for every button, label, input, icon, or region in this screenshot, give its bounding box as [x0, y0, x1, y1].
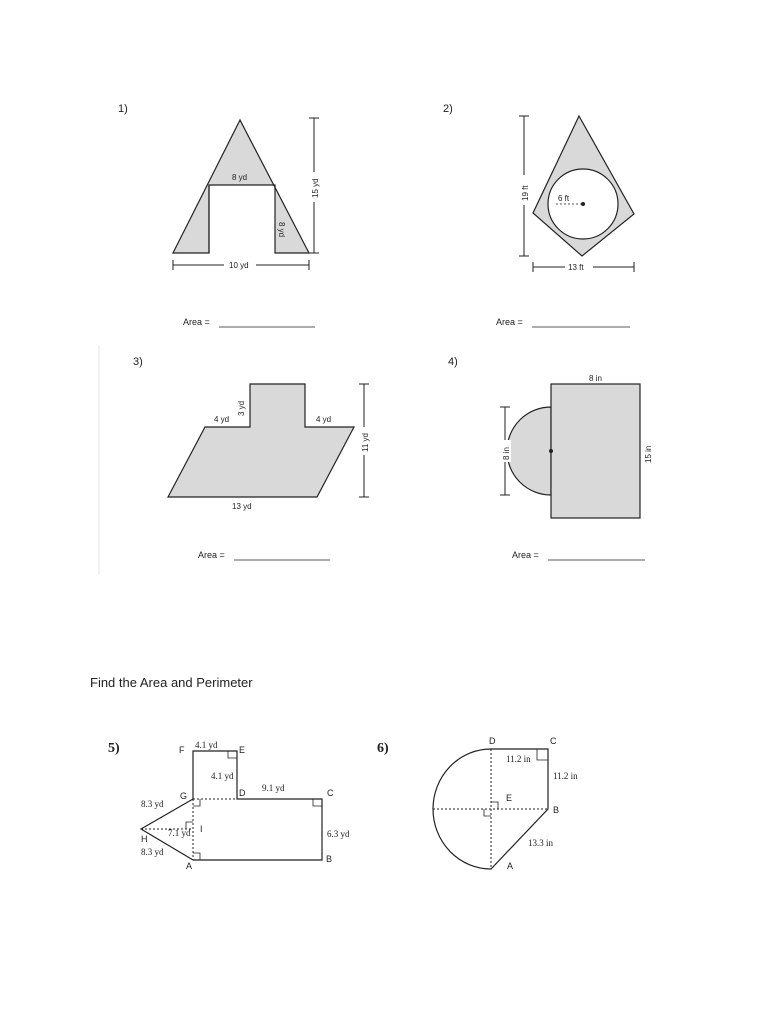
problem-1-number: 1): [118, 103, 128, 115]
problem-4-number: 4): [448, 356, 458, 368]
problem-5-vertex-h: H: [141, 834, 148, 844]
problem-4-rectangle: [551, 384, 640, 518]
problem-6-cb-label: 11.2 in: [553, 771, 578, 781]
problem-1-a-shape: [173, 120, 309, 253]
problem-6-vertex-a: A: [507, 861, 514, 871]
problem-6-vertex-b: B: [553, 805, 560, 815]
problem-3-shape: [168, 384, 354, 497]
problem-3: [133, 356, 370, 560]
section-heading: Find the Area and Perimeter: [90, 675, 253, 690]
problem-5-gh-label: 8.3 yd: [141, 799, 164, 809]
problem-5-vertex-f: F: [179, 745, 185, 755]
problem-3-area-label: Area =: [198, 550, 225, 560]
problem-6-number: 6): [377, 741, 389, 756]
problem-3-base-label: 13 yd: [232, 502, 252, 511]
problem-3-height-label: 11 yd: [361, 433, 370, 452]
problem-1-inner-label: 8 yd: [277, 222, 286, 238]
problem-2-width-label: 13 ft: [568, 263, 584, 272]
problem-5-vertex-c: C: [327, 788, 334, 798]
problem-3-step-label: 3 yd: [237, 400, 246, 416]
problem-2-number: 2): [443, 103, 453, 115]
problem-5-fe-label: 4.1 yd: [195, 740, 218, 750]
problem-3-number: 3): [133, 356, 143, 368]
problem-4-diameter-label: 8 in: [502, 447, 511, 460]
problem-6-vertex-e: E: [506, 793, 513, 803]
problem-3-left-label: 4 yd: [214, 415, 230, 424]
problem-6-ba-label: 13.3 in: [528, 838, 554, 848]
problem-5: [108, 740, 350, 871]
problem-5-outline: [193, 751, 322, 860]
problem-5-dc-label: 9.1 yd: [262, 783, 285, 793]
problem-6: [377, 736, 578, 871]
problem-1: [118, 103, 320, 327]
problem-1-height-label: 15 yd: [311, 178, 320, 198]
problem-4-semicircle: [507, 407, 551, 495]
problem-5-cb-label: 6.3 yd: [327, 829, 350, 839]
problem-6-vertex-c: C: [550, 736, 557, 746]
problem-4-top-label: 8 in: [589, 374, 602, 383]
problem-2-height-label: 19 ft: [521, 185, 530, 201]
problem-5-vertex-g: G: [180, 791, 188, 801]
problem-5-ha-label: 8.3 yd: [141, 847, 164, 857]
problem-3-right-label: 4 yd: [316, 415, 332, 424]
problem-2-area-label: Area =: [496, 317, 523, 327]
problem-5-hi-label: 7.1 yd: [168, 828, 191, 838]
problem-6-vertex-d: D: [489, 736, 496, 746]
problem-2-radius-label: 6 ft: [558, 194, 570, 203]
problem-5-vertex-a: A: [186, 861, 193, 871]
problem-4-height-label: 15 in: [644, 445, 653, 463]
problem-1-area-label: Area =: [183, 317, 210, 327]
problem-5-vertex-b: B: [326, 854, 333, 864]
problem-5-vertex-d: D: [239, 788, 246, 798]
problem-1-top-label: 8 yd: [232, 173, 248, 182]
problem-1-base-label: 10 yd: [229, 261, 249, 270]
problem-5-vertex-e: E: [239, 745, 246, 755]
problem-2: [443, 103, 634, 327]
problem-5-ed-label: 4.1 yd: [211, 771, 234, 781]
problem-5-number: 5): [108, 741, 120, 756]
problem-4-area-label: Area =: [512, 550, 539, 560]
problem-5-vertex-i: I: [200, 824, 203, 834]
problem-4: [448, 356, 653, 560]
problem-6-dc-label: 11.2 in: [506, 754, 531, 764]
